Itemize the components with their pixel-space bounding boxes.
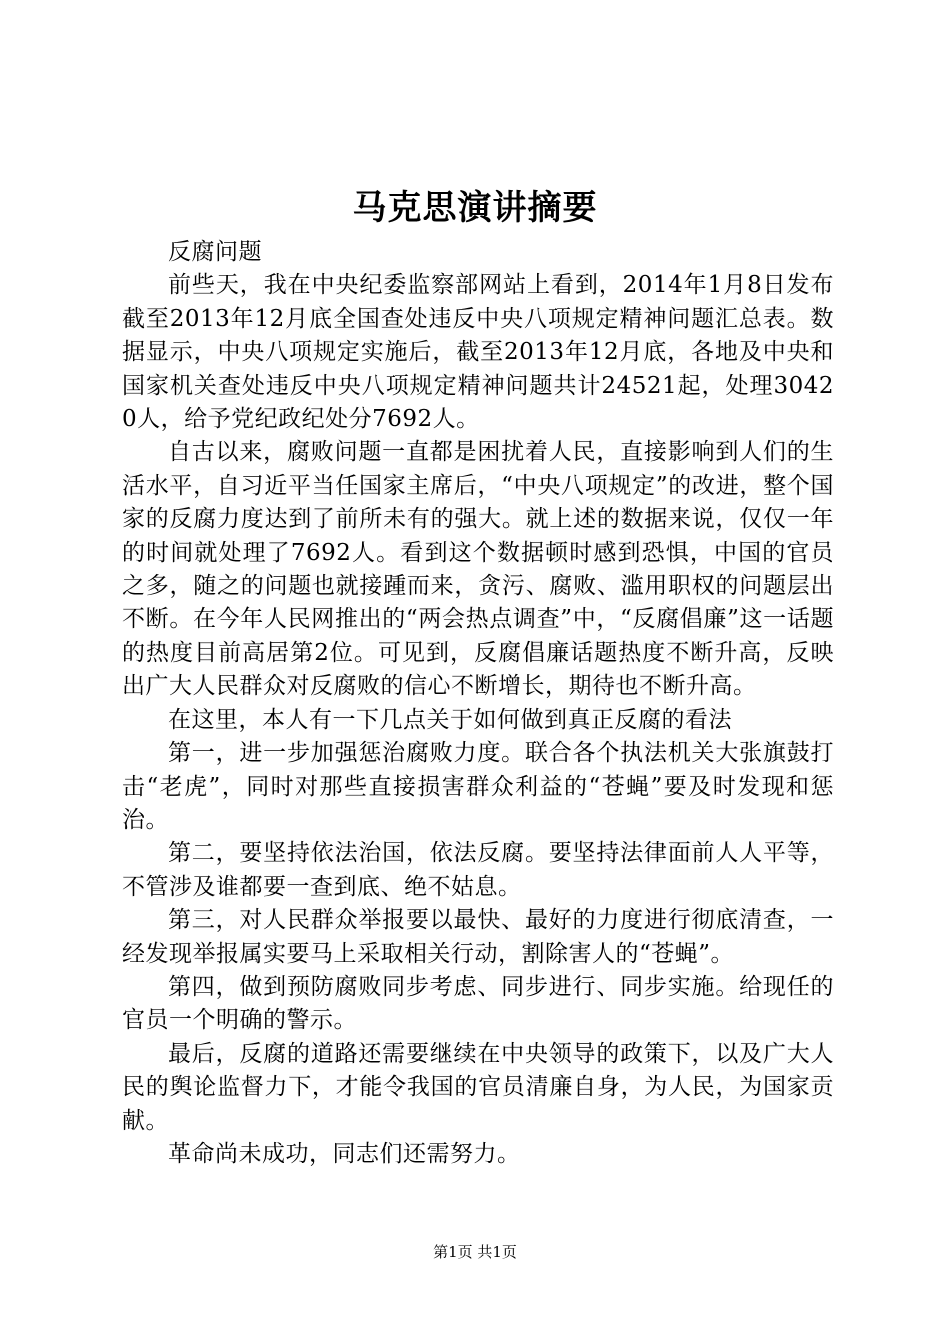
paragraph-background: 自古以来，腐败问题一直都是困扰着人民，直接影响到人们的生活水平，自习近平当任国家主席后，“中央八项规定”的改进，整个国家的反腐力度达到了前所未有的强大。就上述的数据来说，仅仅一年的时间就处理了7692人。看到这个数据顿时感到恐惧，中国的官员之多，随之的问题也就接踵而来，贪污、腐败、滥用职权的问题层出不断。在今年人民网推出的“两会热点调查”中，“反腐倡廉”这一话题的热度目前高居第2位。可见到，反腐倡廉话题热度不断升高，反映出广大人民群众对反腐败的信心不断增长，期待也不断升高。 [122,439,834,700]
page-title: 马克思演讲摘要 [352,188,598,228]
paragraph-topic: 反腐问题 [168,239,262,265]
paragraph-point-one: 第一，进一步加强惩治腐败力度。联合各个执法机关大张旗鼓打击“老虎”，同时对那些直接损害群众利益的“苍蝇”要及时发现和惩治。 [122,740,834,833]
paragraph-point-four: 第四，做到预防腐败同步考虑、同步进行、同步实施。给现任的官员一个明确的警示。 [122,973,834,1034]
paragraph-views-intro: 在这里，本人有一下几点关于如何做到真正反腐的看法 [168,706,732,733]
paragraph-point-three: 第三，对人民群众举报要以最快、最好的力度进行彻底清查，一经发现举报属实要马上采取相关行动，割除害人的“苍蝇”。 [122,907,834,967]
paragraph-conclusion: 最后，反腐的道路还需要继续在中央领导的政策下，以及广大人民的舆论监督力下，才能令我国的官员清廉自身，为人民，为国家贡献。 [122,1040,834,1134]
page-number-footer: 第1页 共1页 [433,1243,517,1261]
paragraph-closing: 革命尚未成功，同志们还需努力。 [168,1140,521,1167]
paragraph-point-two: 第二，要坚持依法治国，依法反腐。要坚持法律面前人人平等，不管涉及谁都要一查到底、绝不姑息。 [122,840,834,900]
paragraph-intro: 前些天，我在中央纪委监察部网站上看到，2014年1月8日发布截至2013年12月底全国查处违反中央八项规定精神问题汇总表。数据显示，中央八项规定实施后，截至2013年12月底，各地及中央和国家机关查处违反中央八项规定精神问题共计24521起，处理30420人，给予党纪政纪处分7692人。 [122,272,834,433]
document-body [122,236,834,1171]
